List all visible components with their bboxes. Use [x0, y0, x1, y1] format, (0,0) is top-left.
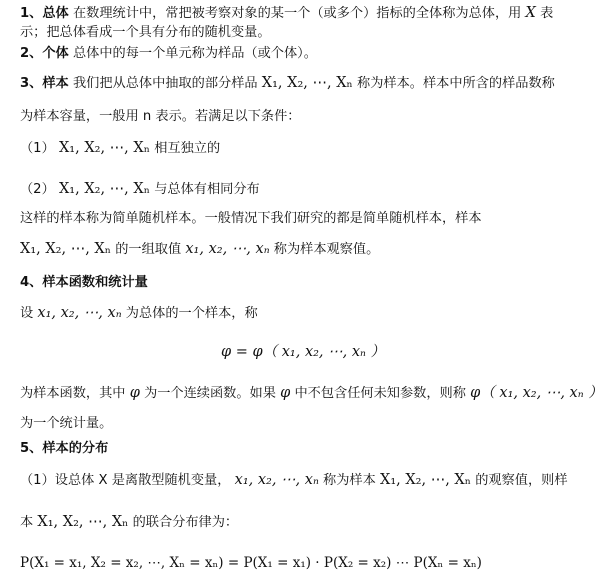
math-sample-x: x₁, x₂, ⋯, xₙ: [185, 241, 270, 257]
math-sample-X-3: X₁, X₂, ⋯, Xₙ: [380, 472, 472, 488]
section-3-line-1: [20, 74, 555, 93]
condition-1: [20, 139, 220, 158]
math-sample-X-2: X₁, X₂, ⋯, Xₙ: [20, 241, 112, 257]
joint-distribution-formula: P(X₁ = x₁, X₂ = x₂, ⋯, Xₙ = xₙ) = P(X₁ = x₁) · P(X₂ = x₂) ⋯ P(Xₙ = xₙ): [20, 555, 482, 571]
section-3-line-5: 这样的样本称为简单随机样本。一般情况下我们研究的都是简单随机样本，样本: [20, 211, 482, 226]
section-4-text-b: 为总体的一个样本，称: [125, 306, 258, 321]
condition-2: [20, 180, 260, 199]
condition-2-text: 与总体有相同分布: [154, 182, 260, 197]
section-3-text-a: 我们把从总体中抽取的部分样品: [72, 76, 258, 91]
condition-2-math: X₁, X₂, ⋯, Xₙ: [58, 181, 150, 197]
condition-1-label: （1）: [20, 141, 55, 156]
section-2-line: [20, 45, 317, 63]
section-4-line-4: 为一个统计量。: [20, 416, 113, 431]
condition-2-label: （2）: [20, 182, 55, 197]
math-sample-x-3: x₁, x₂, ⋯, xₙ: [234, 472, 319, 488]
section-5-heading: 5、样本的分布: [20, 441, 109, 456]
section-1-line-1: [20, 4, 553, 23]
sample-function-formula: φ = φ（ x₁, x₂, ⋯, xₙ ）: [220, 344, 386, 360]
section-5-line-2: [20, 513, 238, 532]
math-phi-of-x: φ（ x₁, x₂, ⋯, xₙ ）: [470, 385, 603, 401]
section-1-text: 在数理统计中，常把被考察对象的某一个（或多个）指标的全体称为总体，用: [72, 6, 522, 21]
math-sample-X-4: X₁, X₂, ⋯, Xₙ: [37, 514, 129, 530]
section-3-line-6-text-a: 的一组取值: [115, 242, 182, 257]
math-phi: φ: [129, 385, 140, 401]
section-5-line-2-b: 的联合分布律为：: [132, 515, 239, 530]
condition-1-text: 相互独立的: [154, 141, 221, 156]
math-sample-X: X₁, X₂, ⋯, Xₙ: [261, 75, 353, 91]
section-3-text-b: 称为样本。样本中所含的样品数称: [357, 76, 555, 91]
section-5-line-1-b: 称为样本: [323, 473, 376, 488]
section-4-heading: 4、样本函数和统计量: [20, 275, 148, 290]
section-5-line-1-c: 的观察值，则样: [475, 473, 568, 488]
section-1-heading: 1、总体: [20, 6, 69, 21]
section-4-line-1: [20, 304, 258, 323]
math-phi-2: φ: [280, 385, 291, 401]
math-sample-x-2: x₁, x₂, ⋯, xₙ: [37, 305, 122, 321]
section-4-text-a: 设: [20, 306, 34, 321]
section-2-text: 总体中的每一个单元称为样品（或个体）。: [72, 46, 317, 61]
section-5-line-1: [20, 471, 568, 490]
section-3-heading: 3、样本: [20, 76, 69, 91]
math-X: X: [525, 5, 536, 21]
section-4-line-3-b: 为一个连续函数。如果: [144, 386, 276, 401]
section-3-line-6-text-b: 称为样本观察值。: [273, 242, 380, 257]
section-4-line-3-c: 中不包含任何未知参数，则称: [294, 386, 466, 401]
section-1-line-2: 示；把总体看成一个具有分布的随机变量。: [20, 25, 271, 40]
condition-1-math: X₁, X₂, ⋯, Xₙ: [58, 140, 150, 156]
section-1-text-tail: 表: [540, 6, 554, 21]
section-5-line-2-a: 本: [20, 515, 34, 530]
section-4-line-3: [20, 384, 603, 403]
section-4-line-3-a: 为样本函数，其中: [20, 386, 126, 401]
section-5-line-1-a: （1）设总体 X 是离散型随机变量，: [20, 473, 231, 488]
section-3-line-2: 为样本容量，一般用 n 表示。若满足以下条件：: [20, 109, 301, 124]
section-2-heading: 2、个体: [20, 46, 69, 61]
section-3-line-6: [20, 240, 379, 259]
